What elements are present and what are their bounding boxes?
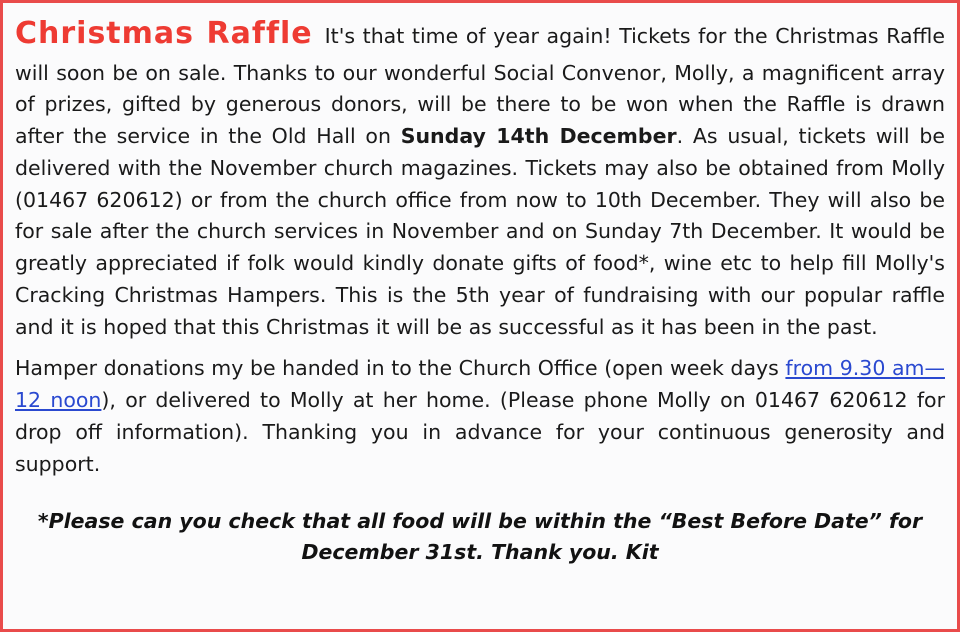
footnote-line-one: *Please can you check that all food will be within the “Best Before Date” for — [37, 509, 923, 534]
donations-text-part-two: ), or delivered to Molly at her home. (Please phone Molly on 01467 620612 for drop off information). Thanking you in advance for your continuous generosity and support. — [15, 388, 946, 476]
raffle-draw-date: Sunday 14th December — [400, 124, 677, 149]
footnote-line-two: December 31st. Thank you. Kit — [301, 540, 659, 565]
notice-content — [15, 11, 945, 568]
intro-text-part-one: It's that time of year again! Tickets for the Christmas Raffle will soon be on sale. Thanks to our wonderful Social Convenor, Molly, a magnificent array of prizes, gifted by generous donors, will be there to be won when the Raffle is drawn after the service in the Old Hall on — [15, 24, 945, 149]
footnote — [15, 506, 945, 568]
intro-text-part-two: . As usual, tickets will be delivered with the November church magazines. Tickets may also be obtained from Molly (01467 620612) or from the church office from now to 10th December. They will also be for sale after the church services in November and on Sunday 7th December. It would be greatly appreciated if folk would kindly donate gifts of food*, wine etc to help fill Molly's Cracking Christmas Hampers. This is the 5th year of fundraising with our popular raffle and it is hoped that this Christmas it will be as successful as it has been in the past. — [15, 124, 946, 339]
page-title: Christmas Raffle — [15, 16, 313, 51]
office-hours-link[interactable]: from 9.30 am—12 noon — [15, 356, 945, 413]
donations-text-part-one: Hamper donations my be handed in to the Church Office (open week days — [15, 356, 786, 381]
intro-paragraph — [15, 11, 945, 343]
donations-paragraph — [15, 353, 945, 480]
